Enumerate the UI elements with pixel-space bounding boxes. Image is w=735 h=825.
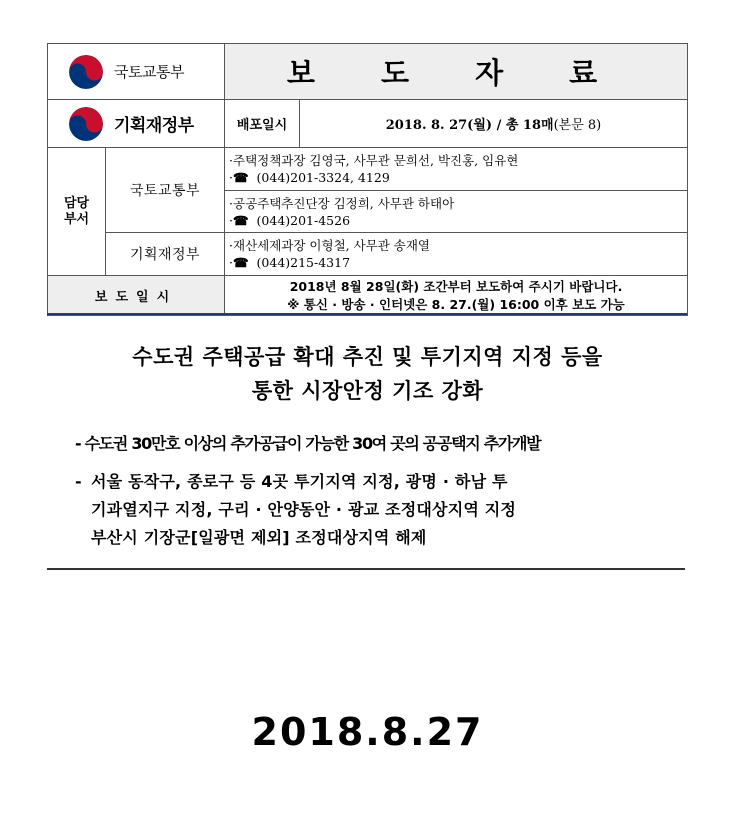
department-label: 담당 부서 — [48, 148, 106, 276]
molit-contact-1: ·주택정책과장 김영국, 사무관 문희선, 박진홍, 임유현 ·☎ (044)201-3324, 4129 — [225, 148, 688, 191]
phone-icon: ☎ — [233, 255, 249, 270]
molit-logo — [48, 54, 224, 90]
release-time: 2018년 8월 28일(화) 조간부터 보도하여 주시기 바랍니다. ※ 통신 · 방송 · 인터넷은 8. 27.(월) 16:00 이후 보도 가능 — [225, 276, 688, 316]
distribution-label: 배포일시 — [225, 100, 300, 148]
molit-name: 국토교통부 — [114, 63, 184, 81]
distribution-date-cell — [300, 100, 688, 148]
summary-bullets — [75, 432, 695, 552]
taegeuk-emblem-icon — [68, 106, 104, 142]
taegeuk-emblem-icon — [68, 54, 104, 90]
molit-logo-cell — [48, 44, 225, 100]
headline-line-2: 통한 시장안정 기조 강화 — [251, 379, 484, 403]
document-date: 2018.8.27 — [251, 710, 484, 754]
phone-icon: ☎ — [233, 170, 249, 185]
summary-bullet-1: - 수도권 30만호 이상의 추가공급이 가능한 30여 곳의 공공택지 추가개발 — [75, 434, 541, 453]
header-bottom-bar — [47, 313, 687, 315]
molit-contact-2: ·공공주택추진단장 김정희, 사무관 하태아 ·☎ (044)201-4526 — [225, 191, 688, 233]
press-release-title: 보 도 자 료 — [225, 44, 688, 100]
distribution-date: 2018. 8. 27(월) / 총 18매 — [385, 118, 554, 133]
mosf-logo — [48, 106, 224, 142]
headline — [40, 340, 695, 408]
molit-department: 국토교통부 — [106, 148, 225, 233]
section-divider — [47, 568, 685, 570]
mosf-contact-1: ·재산세제과장 이형철, 사무관 송재열 ·☎ (044)215-4317 — [225, 233, 688, 276]
mosf-department: 기획재정부 — [106, 233, 225, 276]
distribution-pages: (본문 8) — [553, 118, 602, 133]
release-time-label: 보도일시 — [48, 276, 225, 316]
headline-line-1: 수도권 주택공급 확대 추진 및 투기지역 지정 등을 — [132, 345, 603, 369]
summary-bullet-2: - 서울 동작구, 종로구 등 4곳 투기지역 지정, 광명 · 하남 투 기과열지구 지정, 구리 · 안양동안 · 광교 조정대상지역 지정 부산시 기장군[일광면 제외] 조정대상지역 해제 — [75, 472, 517, 547]
phone-icon: ☎ — [233, 212, 249, 228]
press-release-header — [47, 43, 688, 316]
mosf-name: 기획재정부 — [114, 116, 194, 136]
mosf-logo-cell — [48, 100, 225, 148]
